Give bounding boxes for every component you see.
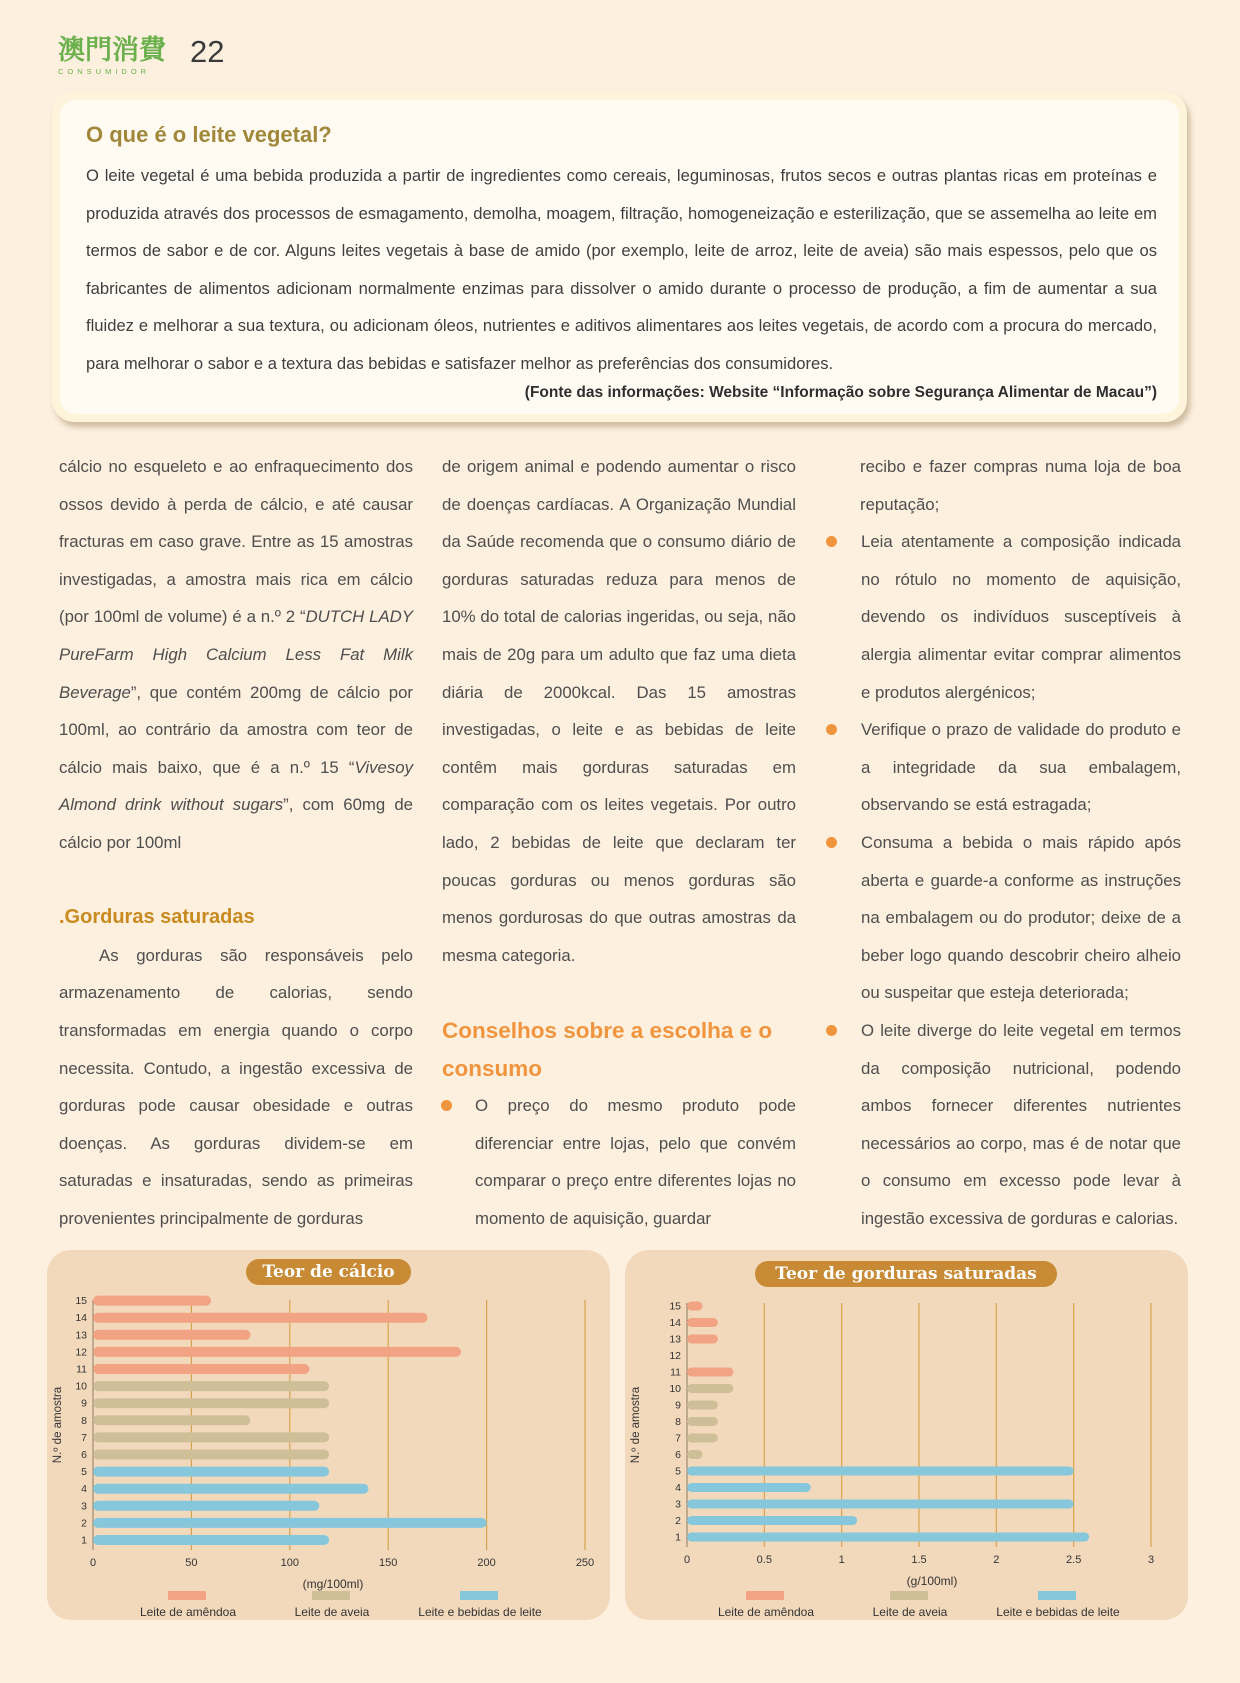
page-number: 22: [190, 34, 225, 69]
bar-sample-14: [93, 1313, 428, 1323]
bar-sample-8: [687, 1417, 718, 1426]
bar-sample-6: [687, 1450, 702, 1459]
bar-sample-1: [93, 1535, 329, 1545]
y-tick-label: 12: [75, 1346, 87, 1359]
subheading-saturated-fats: .Gorduras saturadas: [59, 906, 255, 929]
bar-sample-7: [687, 1434, 718, 1443]
info-box-title: O que é o leite vegetal?: [86, 122, 332, 147]
legend-swatch-oat: [890, 1591, 928, 1600]
saturated-fat-chart-title: Teor de gorduras saturadas: [755, 1261, 1057, 1287]
bullet-continuation: recibo e fazer compras numa loja de boa reputação;: [860, 457, 1181, 514]
y-tick-label: 5: [81, 1466, 87, 1479]
bullet-item-price: O preço do mesmo produto pode diferenciar entre lojas, pelo que convém comparar o preço entre diferentes lojas no momento de aquisição, guardar: [442, 1087, 796, 1237]
bar-sample-15: [687, 1302, 702, 1311]
text-column-3: [828, 448, 1181, 1237]
bar-sample-5: [687, 1467, 1074, 1476]
y-tick-label: 6: [81, 1449, 87, 1461]
info-box-source: (Fonte das informações: Website “Informação sobre Segurança Alimentar de Macau”): [524, 384, 1157, 401]
y-axis-label: N.º de amostra: [52, 1386, 64, 1464]
y-tick-label: 3: [81, 1500, 87, 1513]
y-tick-label: 4: [675, 1482, 681, 1494]
bullet-item-storage: Consuma a bebida o mais rápido após aberta e guarde-a conforme as instruções na embalagem ou do produtor; deixe de a beber logo quando descobrir cheiro alheio ou suspeitar que esteja deteriorada;: [828, 824, 1181, 1012]
y-tick-label: 2: [675, 1515, 681, 1527]
y-tick-label: 2: [81, 1517, 87, 1530]
bar-sample-14: [687, 1318, 718, 1327]
y-tick-label: 11: [76, 1363, 87, 1376]
y-tick-label: 8: [675, 1416, 681, 1428]
legend-label-milk: Leite e bebidas de leite: [996, 1605, 1120, 1619]
y-tick-label: 14: [669, 1317, 681, 1329]
text-run: cálcio no esqueleto e ao enfraquecimento dos ossos devido à perda de cálcio, e até causar fracturas em caso grave. Entre as 15 amostras investigadas, a amostra mais rica em cálcio (por 100ml de volume) é a n.º 2 “: [59, 457, 413, 627]
text-run: ”, com 60mg de cálcio por 100ml: [59, 795, 413, 852]
text-column-1: [59, 448, 413, 1237]
logo-chinese-text: 澳門消費: [58, 35, 166, 66]
product-name-vivesoy: Vivesoy Almond drink without sugars: [59, 757, 413, 815]
legend-swatch-almond: [168, 1591, 206, 1600]
y-tick-label: 1: [675, 1531, 681, 1544]
y-tick-label: 15: [669, 1300, 681, 1313]
magazine-logo: [58, 36, 170, 76]
logo-english-text: CONSUMIDOR: [58, 67, 151, 76]
bar-sample-5: [93, 1467, 329, 1477]
x-tick-label: 150: [379, 1557, 398, 1569]
y-tick-label: 11: [670, 1366, 681, 1379]
x-tick-label: 0.5: [756, 1554, 772, 1566]
bullet-item-nutrition: O leite diverge do leite vegetal em termos da composição nutricional, podendo ambos fornecer diferentes nutrientes necessários ao corpo, mas é de notar que o consumo em excesso pode levar à ingestão excessiva de gorduras e calorias.: [828, 1012, 1181, 1238]
info-box-body: O leite vegetal é uma bebida produzida a partir de ingredientes como cereais, leguminosas, frutos secos e outras plantas ricas em proteínas e produzida através dos processos de esmagamento, demolha, moagem, filtração, homogeneização e esterilização, que se assemelha ao leite em termos de sabor e de cor. Alguns leites vegetais à base de amido (por exemplo, leite de arroz, leite de aveia) são mais espessos, pelo que os fabricantes de alimentos adicionam normalmente enzimas para dissolver o amido durante o processo de produção, a fim de aumentar a sua fluidez e melhorar a sua textura, ou adicionam óleos, nutrientes e aditivos alimentares aos leites vegetais, de acordo com a procura do mercado, para melhorar o sabor e a textura das bebidas e satisfazer melhor as preferências dos consumidores.: [86, 166, 1157, 373]
legend-label-milk: Leite e bebidas de leite: [418, 1605, 542, 1619]
y-tick-label: 5: [675, 1465, 681, 1478]
spacer: [442, 974, 796, 1012]
section-title-advice: Conselhos sobre a escolha e o consumo: [442, 1017, 773, 1081]
y-tick-label: 14: [75, 1312, 87, 1325]
info-box: [52, 92, 1187, 422]
y-tick-label: 9: [81, 1397, 87, 1410]
bar-sample-2: [687, 1516, 857, 1525]
y-tick-label: 8: [81, 1414, 87, 1427]
bar-sample-9: [687, 1401, 718, 1410]
x-tick-label: 100: [280, 1557, 299, 1569]
y-tick-label: 1: [81, 1534, 87, 1547]
y-tick-label: 10: [75, 1380, 87, 1393]
x-axis-label: (mg/100ml): [302, 1577, 364, 1591]
legend-label-almond: Leite de amêndoa: [717, 1605, 815, 1619]
spacer: [59, 862, 413, 900]
paragraph-calcium: [59, 448, 413, 862]
x-tick-label: 0: [683, 1554, 691, 1566]
saturated-fat-chart-panel: [625, 1250, 1188, 1620]
bar-sample-4: [93, 1484, 369, 1494]
y-tick-label: 10: [669, 1383, 681, 1395]
bar-sample-10: [687, 1384, 733, 1393]
y-tick-label: 4: [81, 1483, 87, 1496]
x-tick-label: 1: [838, 1554, 845, 1566]
legend-label-oat: Leite de aveia: [872, 1605, 948, 1619]
bar-sample-13: [93, 1330, 250, 1340]
bar-sample-11: [687, 1368, 733, 1377]
x-tick-label: 0: [89, 1557, 97, 1569]
bar-sample-8: [93, 1415, 250, 1425]
y-tick-label: 12: [669, 1350, 681, 1362]
text-run: ”, que contém 200mg de cálcio por 100ml, ao contrário da amostra com teor de cálcio mais baixo, que é a n.º 15 “: [59, 682, 413, 777]
y-tick-label: 6: [675, 1449, 681, 1461]
calcium-chart-title: Teor de cálcio: [246, 1259, 411, 1285]
bar-sample-6: [93, 1450, 329, 1460]
x-tick-label: 1.5: [911, 1554, 927, 1566]
y-tick-label: 7: [675, 1432, 681, 1445]
y-tick-label: 13: [669, 1333, 681, 1346]
y-tick-label: 13: [75, 1329, 87, 1342]
x-tick-label: 50: [185, 1557, 198, 1569]
x-tick-label: 200: [477, 1557, 496, 1569]
info-box-inner: [60, 100, 1179, 414]
x-axis-label: (g/100ml): [906, 1574, 958, 1588]
bar-sample-3: [93, 1501, 319, 1511]
bar-sample-4: [687, 1483, 811, 1492]
y-tick-label: 7: [81, 1431, 87, 1444]
legend-label-oat: Leite de aveia: [294, 1605, 370, 1619]
bar-sample-15: [93, 1296, 211, 1306]
bar-sample-11: [93, 1364, 309, 1374]
bar-sample-1: [687, 1533, 1089, 1542]
legend-swatch-milk: [1038, 1591, 1076, 1600]
y-axis-label: N.º de amostra: [630, 1386, 642, 1464]
bullet-item-label: Leia atentamente a composição indicada no rótulo no momento de aquisição, devendo os indivíduos susceptíveis à alergia alimentar evitar comprar alimentos e produtos alergénicos;: [828, 523, 1181, 711]
legend-swatch-milk: [460, 1591, 498, 1600]
bar-sample-9: [93, 1398, 329, 1408]
legend-swatch-oat: [312, 1591, 350, 1600]
bar-sample-10: [93, 1381, 329, 1391]
paragraph-saturated-fats: As gorduras são responsáveis pelo armazenamento de calorias, sendo transformadas em energia quando o corpo necessita. Contudo, a ingestão excessiva de gorduras pode causar obesidade e outras doenças. As gorduras dividem-se em saturadas e insaturadas, sendo as primeiras provenientes principalmente de gorduras: [59, 945, 413, 1228]
legend-label-almond: Leite de amêndoa: [139, 1605, 237, 1619]
bullet-item-expiry: Verifique o prazo de validade do produto e a integridade da sua embalagem, observando se está estragada;: [828, 711, 1181, 824]
legend-swatch-almond: [746, 1591, 784, 1600]
x-tick-label: 3: [1147, 1554, 1155, 1566]
y-tick-label: 15: [75, 1295, 87, 1308]
calcium-chart: [47, 1250, 610, 1620]
saturated-fat-chart: [625, 1250, 1188, 1620]
product-name-dutch-lady: DUTCH LADY PureFarm High Calcium Less Fat Milk Beverage: [59, 607, 413, 702]
calcium-chart-panel: [47, 1250, 610, 1620]
bar-sample-3: [687, 1500, 1074, 1509]
x-tick-label: 250: [575, 1557, 595, 1569]
bar-sample-2: [93, 1518, 487, 1528]
x-tick-label: 2: [993, 1554, 1000, 1566]
bar-sample-12: [93, 1347, 461, 1357]
y-tick-label: 9: [675, 1399, 681, 1412]
bar-sample-7: [93, 1432, 329, 1442]
text-column-2: [442, 448, 796, 1237]
paragraph-who-recommendation: de origem animal e podendo aumentar o risco de doenças cardíacas. A Organização Mundial da Saúde recomenda que o consumo diário de gorduras saturadas reduza para menos de 10% do total de calorias ingeridas, ou seja, não mais de 20g para um adulto que faz uma dieta diária de 2000kcal. Das 15 amostras investigadas, o leite e as bebidas de leite contêm mais gorduras saturadas em comparação com os leites vegetais. Por outro lado, 2 bebidas de leite que declaram ter poucas gorduras ou menos gorduras são menos gordurosas do que outras amostras da mesma categoria.: [442, 457, 796, 965]
y-tick-label: 3: [675, 1498, 681, 1511]
bar-sample-13: [687, 1335, 718, 1344]
x-tick-label: 2.5: [1066, 1554, 1082, 1566]
